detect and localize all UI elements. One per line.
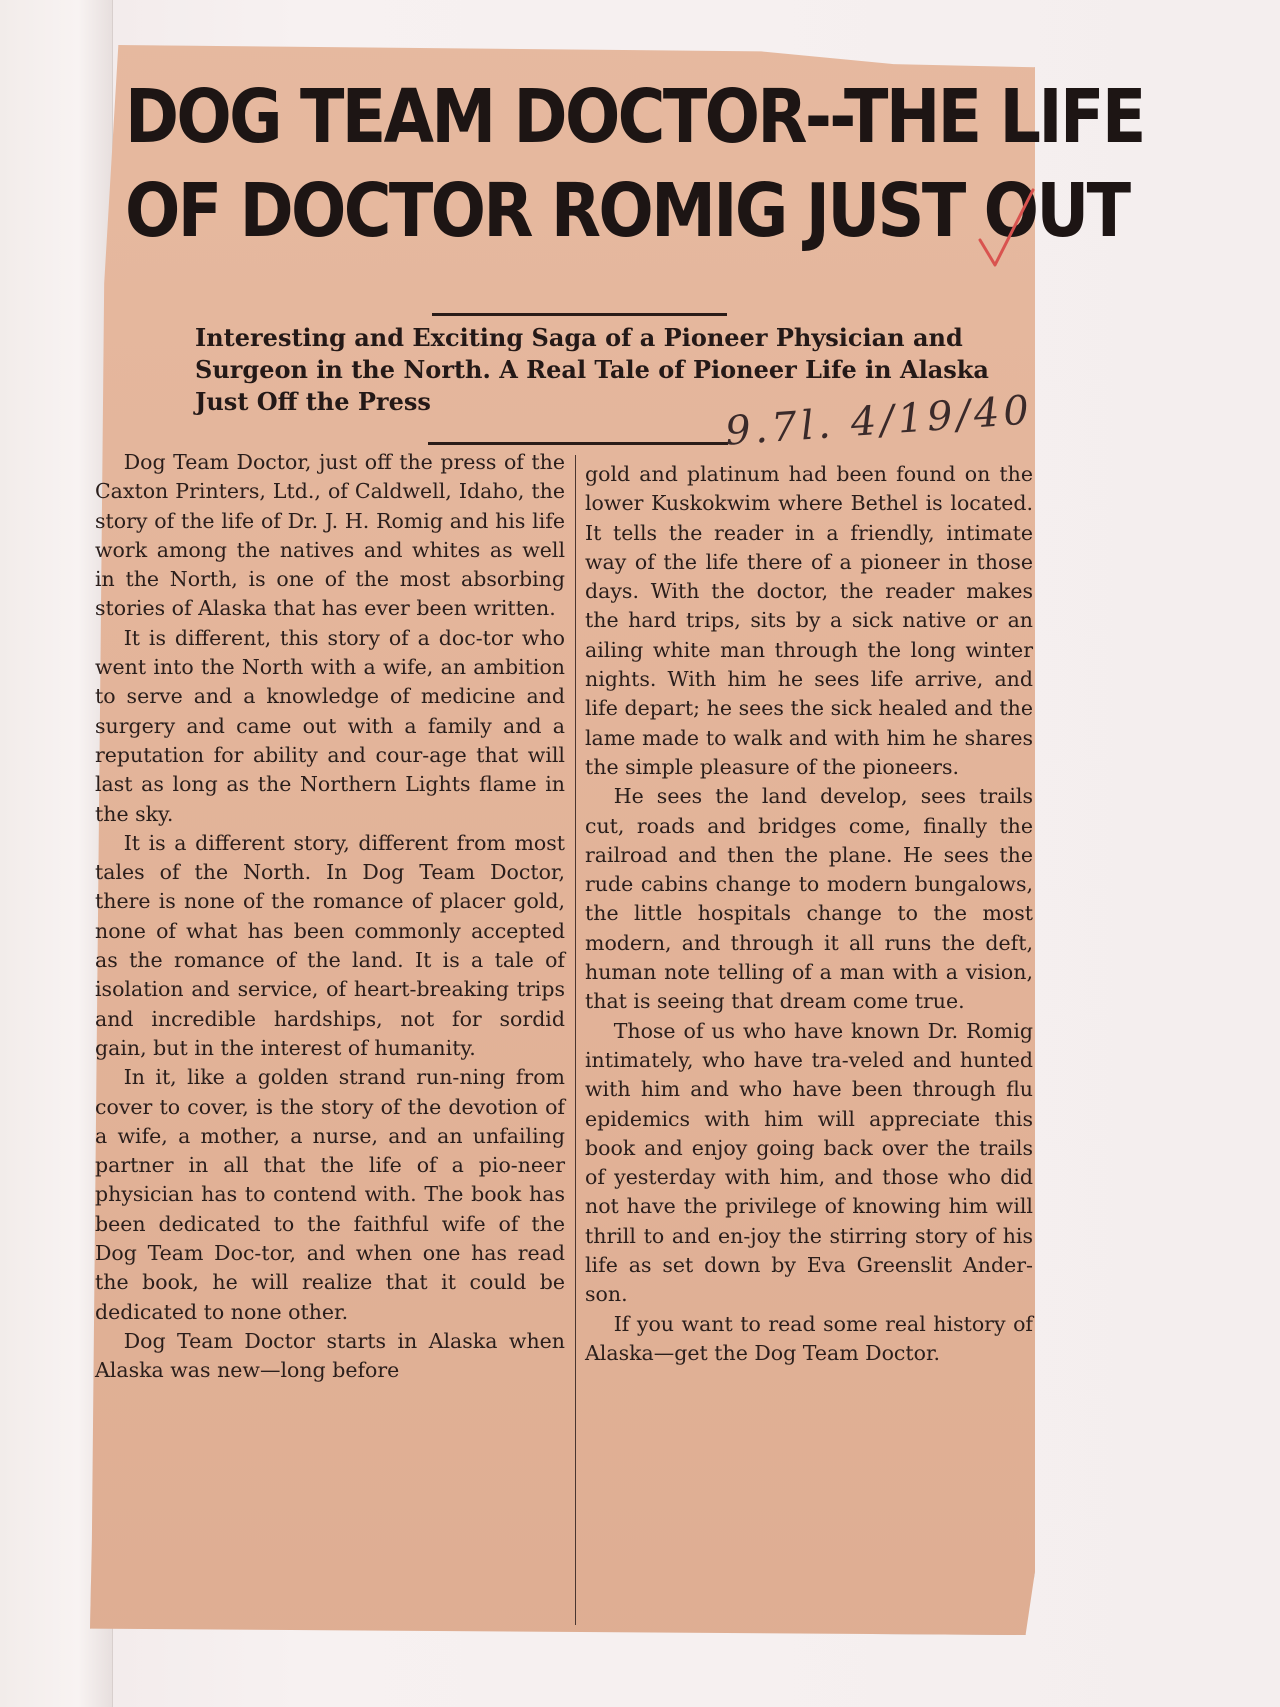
subheadline: Interesting and Exciting Saga of a Pioneer Physician and Surgeon in the North. A Real Tale of Pioneer Life in Alaska Just Off the Press <box>195 323 989 416</box>
left-column <box>95 448 565 1386</box>
paragraph: It is different, this story of a doc-tor who went into the North with a wife, an ambition to serve and a knowledge of medicine and surgery and came out with a family and a reputation for ability and cour-age that will last as long as the Northern Lights flame in the sky. <box>95 625 565 826</box>
paragraph: In it, like a golden strand run-ning from cover to cover, is the story of the devotion of a wife, a mother, a nurse, and an unfailing partner in all that the life of a pio-neer physician has to contend with. The book has been dedicated to the faithful wife of the Dog Team Doc-tor, and when one has read the book, he will realize that it could be dedicated to none other. <box>95 1065 565 1324</box>
right-column <box>585 460 1033 1368</box>
paragraph: He sees the land develop, sees trails cut, roads and bridges come, finally the railroad and then the plane. He sees the rude cabins change to modern bungalows, the little hospitals change to the most modern, and through it all runs the deft, human note telling of a man with a vision, that is seeing that dream come true. <box>585 784 1033 1014</box>
bottom-rule <box>428 442 728 445</box>
column-divider <box>575 455 576 1625</box>
paragraph: gold and platinum had been found on the lower Kuskokwim where Bethel is located. It tells the reader in a friendly, intimate way of the life there of a pioneer in those days. With the doctor, the reader makes the hard trips, sits by a sick native or an ailing white man through the long winter nights. With him he sees life arrive, and life depart; he sees the sick healed and the lame made to walk and with him he shares the simple pleasure of the pioneers. <box>585 462 1033 779</box>
top-rule <box>432 313 727 316</box>
headline-line-2: OF DOCTOR ROMIG JUST OUT <box>125 168 1129 254</box>
headline <box>125 70 1144 258</box>
paragraph: If you want to read some real history of Alaska—get the Dog Team Doctor. <box>585 1311 1033 1365</box>
handwritten-date-note: 9.7l. 4/19/40 <box>723 387 1035 455</box>
paragraph: Those of us who have known Dr. Romig intimately, who have tra-veled and hunted with him and who have been through flu epidemics with him will appreciate this book and enjoy going back over the trails of yesterday with him, and those who did not have the privilege of knowing him will thrill to and en-joy the stirring story of his life as set down by Eva Greenslit Ander-son. <box>585 1018 1033 1307</box>
paragraph: Dog Team Doctor, just off the press of the Caxton Printers, Ltd., of Caldwell, Idaho, the story of the life of Dr. J. H. Romig and his life work among the natives and whites as well in the North, is one of the most absorbing stories of Alaska that has ever been written. <box>95 450 565 621</box>
paragraph: It is a different story, different from most tales of the North. In Dog Team Doctor, there is none of the romance of placer gold, none of what has been commonly accepted as the romance of the land. It is a tale of isolation and service, of heart-breaking trips and incredible hardships, not for sordid gain, but in the interest of humanity. <box>95 830 565 1060</box>
check-mark-icon <box>975 185 1035 275</box>
headline-line-1: DOG TEAM DOCTOR--THE LIFE <box>125 74 1144 160</box>
paragraph: Dog Team Doctor starts in Alaska when Alaska was new—long before <box>95 1328 565 1383</box>
